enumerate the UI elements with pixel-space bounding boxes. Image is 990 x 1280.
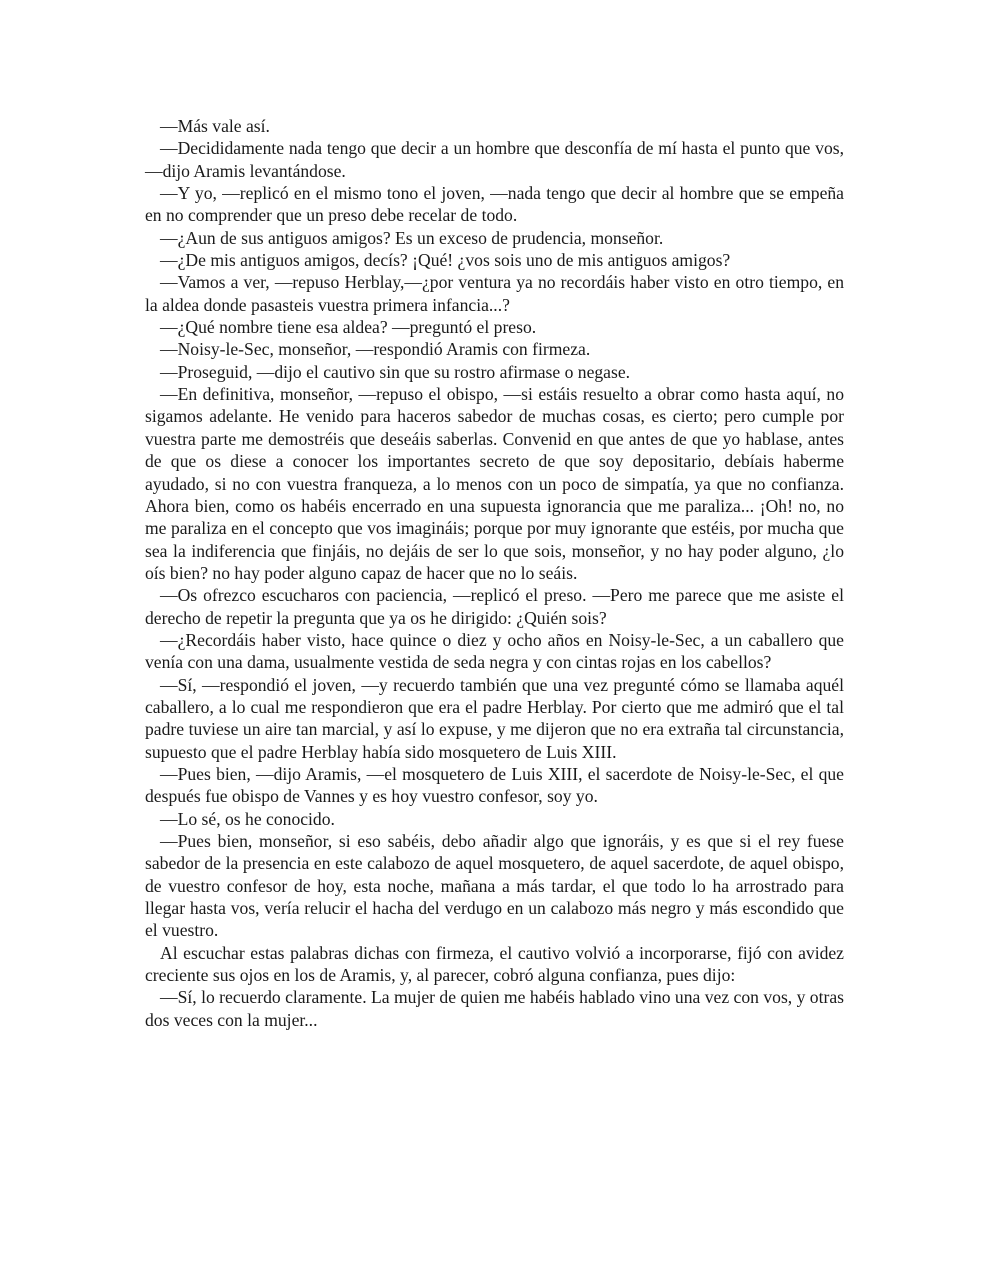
paragraph: —Más vale así. <box>160 116 270 136</box>
page-body <box>145 115 844 1031</box>
paragraph: —¿Aun de sus antiguos amigos? Es un exceso de prudencia, monseñor. <box>160 227 664 248</box>
paragraph: —Sí, —respondió el joven, —y recuerdo también que una vez pregunté cómo se llamaba aquél caballero, a lo cual me respondieron que era el padre Herblay. Por cierto que me admiró que el tal padre tuviese un aire tan marcial, y así lo expuse, y me dijeron que no era extraña tal circunstancia, supuesto que el padre Herblay había sido mosquetero de Luis XIII. <box>145 674 844 762</box>
paragraph: —Proseguid, —dijo el cautivo sin que su rostro afirmase o negase. <box>160 361 631 382</box>
paragraph: —Vamos a ver, —repuso Herblay,—¿por ventura ya no recordáis haber visto en otro tiempo, en la aldea donde pasasteis vuestra primera infancia...? <box>145 272 844 315</box>
paragraph: —En definitiva, monseñor, —repuso el obispo, —si estáis resuelto a obrar como hasta aquí, no sigamos adelante. He venido para haceros sabedor de muchas cosas, es cierto; pero cumple por vuestra parte me demostréis que deseáis saberlas. Convenid en que antes de que yo hablase, antes de que os diese a conocer los importantes secreto de que soy depositario, debíais haberme ayudado, si no con vuestra franqueza, a lo menos con un poco de simpatía, ya que no confianza. Ahora bien, como os habéis encerrado en una supuesta ignorancia que me paraliza... ¡Oh! no, no me paraliza en el concepto que vos imagináis; porque por muy ignorante que estéis, por mucha que sea la indiferencia que finjáis, no dejáis de ser lo que sois, monseñor, y no hay poder alguno, ¿lo oís bien? no hay poder alguno capaz de hacer que no lo seáis. <box>145 384 844 583</box>
paragraph: —¿Recordáis haber visto, hace quince o diez y ocho años en Noisy-le-Sec, a un caballero que venía con una dama, usualmente vestida de seda negra y con cintas rojas en los cabellos? <box>145 629 844 673</box>
paragraph: —Decididamente nada tengo que decir a un hombre que desconfía de mí hasta el punto que vos, —dijo Aramis levantándose. <box>145 138 844 181</box>
paragraph: Al escuchar estas palabras dichas con firmeza, el cautivo volvió a incorporarse, fijó con avidez creciente sus ojos en los de Aramis, y, al parecer, cobró alguna confianza, pues dijo: <box>145 942 844 986</box>
paragraph: —¿De mis antiguos amigos, decís? ¡Qué! ¿vos sois uno de mis antiguos amigos? <box>160 250 731 271</box>
paragraph: —Pues bien, —dijo Aramis, —el mosquetero de Luis XIII, el sacerdote de Noisy-le-Sec, el que después fue obispo de Vannes y es hoy vuestro confesor, soy yo. <box>145 763 844 807</box>
paragraph: —Y yo, —replicó en el mismo tono el joven, —nada tengo que decir al hombre que se empeña en no comprender que un preso debe recelar de todo. <box>145 183 844 226</box>
paragraph: —Sí, lo recuerdo claramente. La mujer de quien me habéis hablado vino una vez con vos, y otras dos veces con la mujer... <box>145 987 844 1030</box>
paragraph: —Os ofrezco escucharos con paciencia, —replicó el preso. —Pero me parece que me asiste el derecho de repetir la pregunta que ya os he dirigido: ¿Quién sois? <box>145 585 844 628</box>
paragraph: —Lo sé, os he conocido. <box>160 808 335 829</box>
paragraph: —Pues bien, monseñor, si eso sabéis, debo añadir algo que ignoráis, y es que si el rey fuese sabedor de la presencia en este calabozo de aquel mosquetero, de aquel sacerdote, de aquel obispo, de vuestro confesor de hoy, esta noche, mañana a más tardar, el que todo lo ha arrostrado para llegar hasta vos, vería relucir el hacha del verdugo en un calabozo más negro y más escondido que el vuestro. <box>145 831 844 941</box>
paragraph: —¿Qué nombre tiene esa aldea? —preguntó el preso. <box>160 317 537 338</box>
paragraph: —Noisy-le-Sec, monseñor, —respondió Aramis con firmeza. <box>160 339 591 360</box>
